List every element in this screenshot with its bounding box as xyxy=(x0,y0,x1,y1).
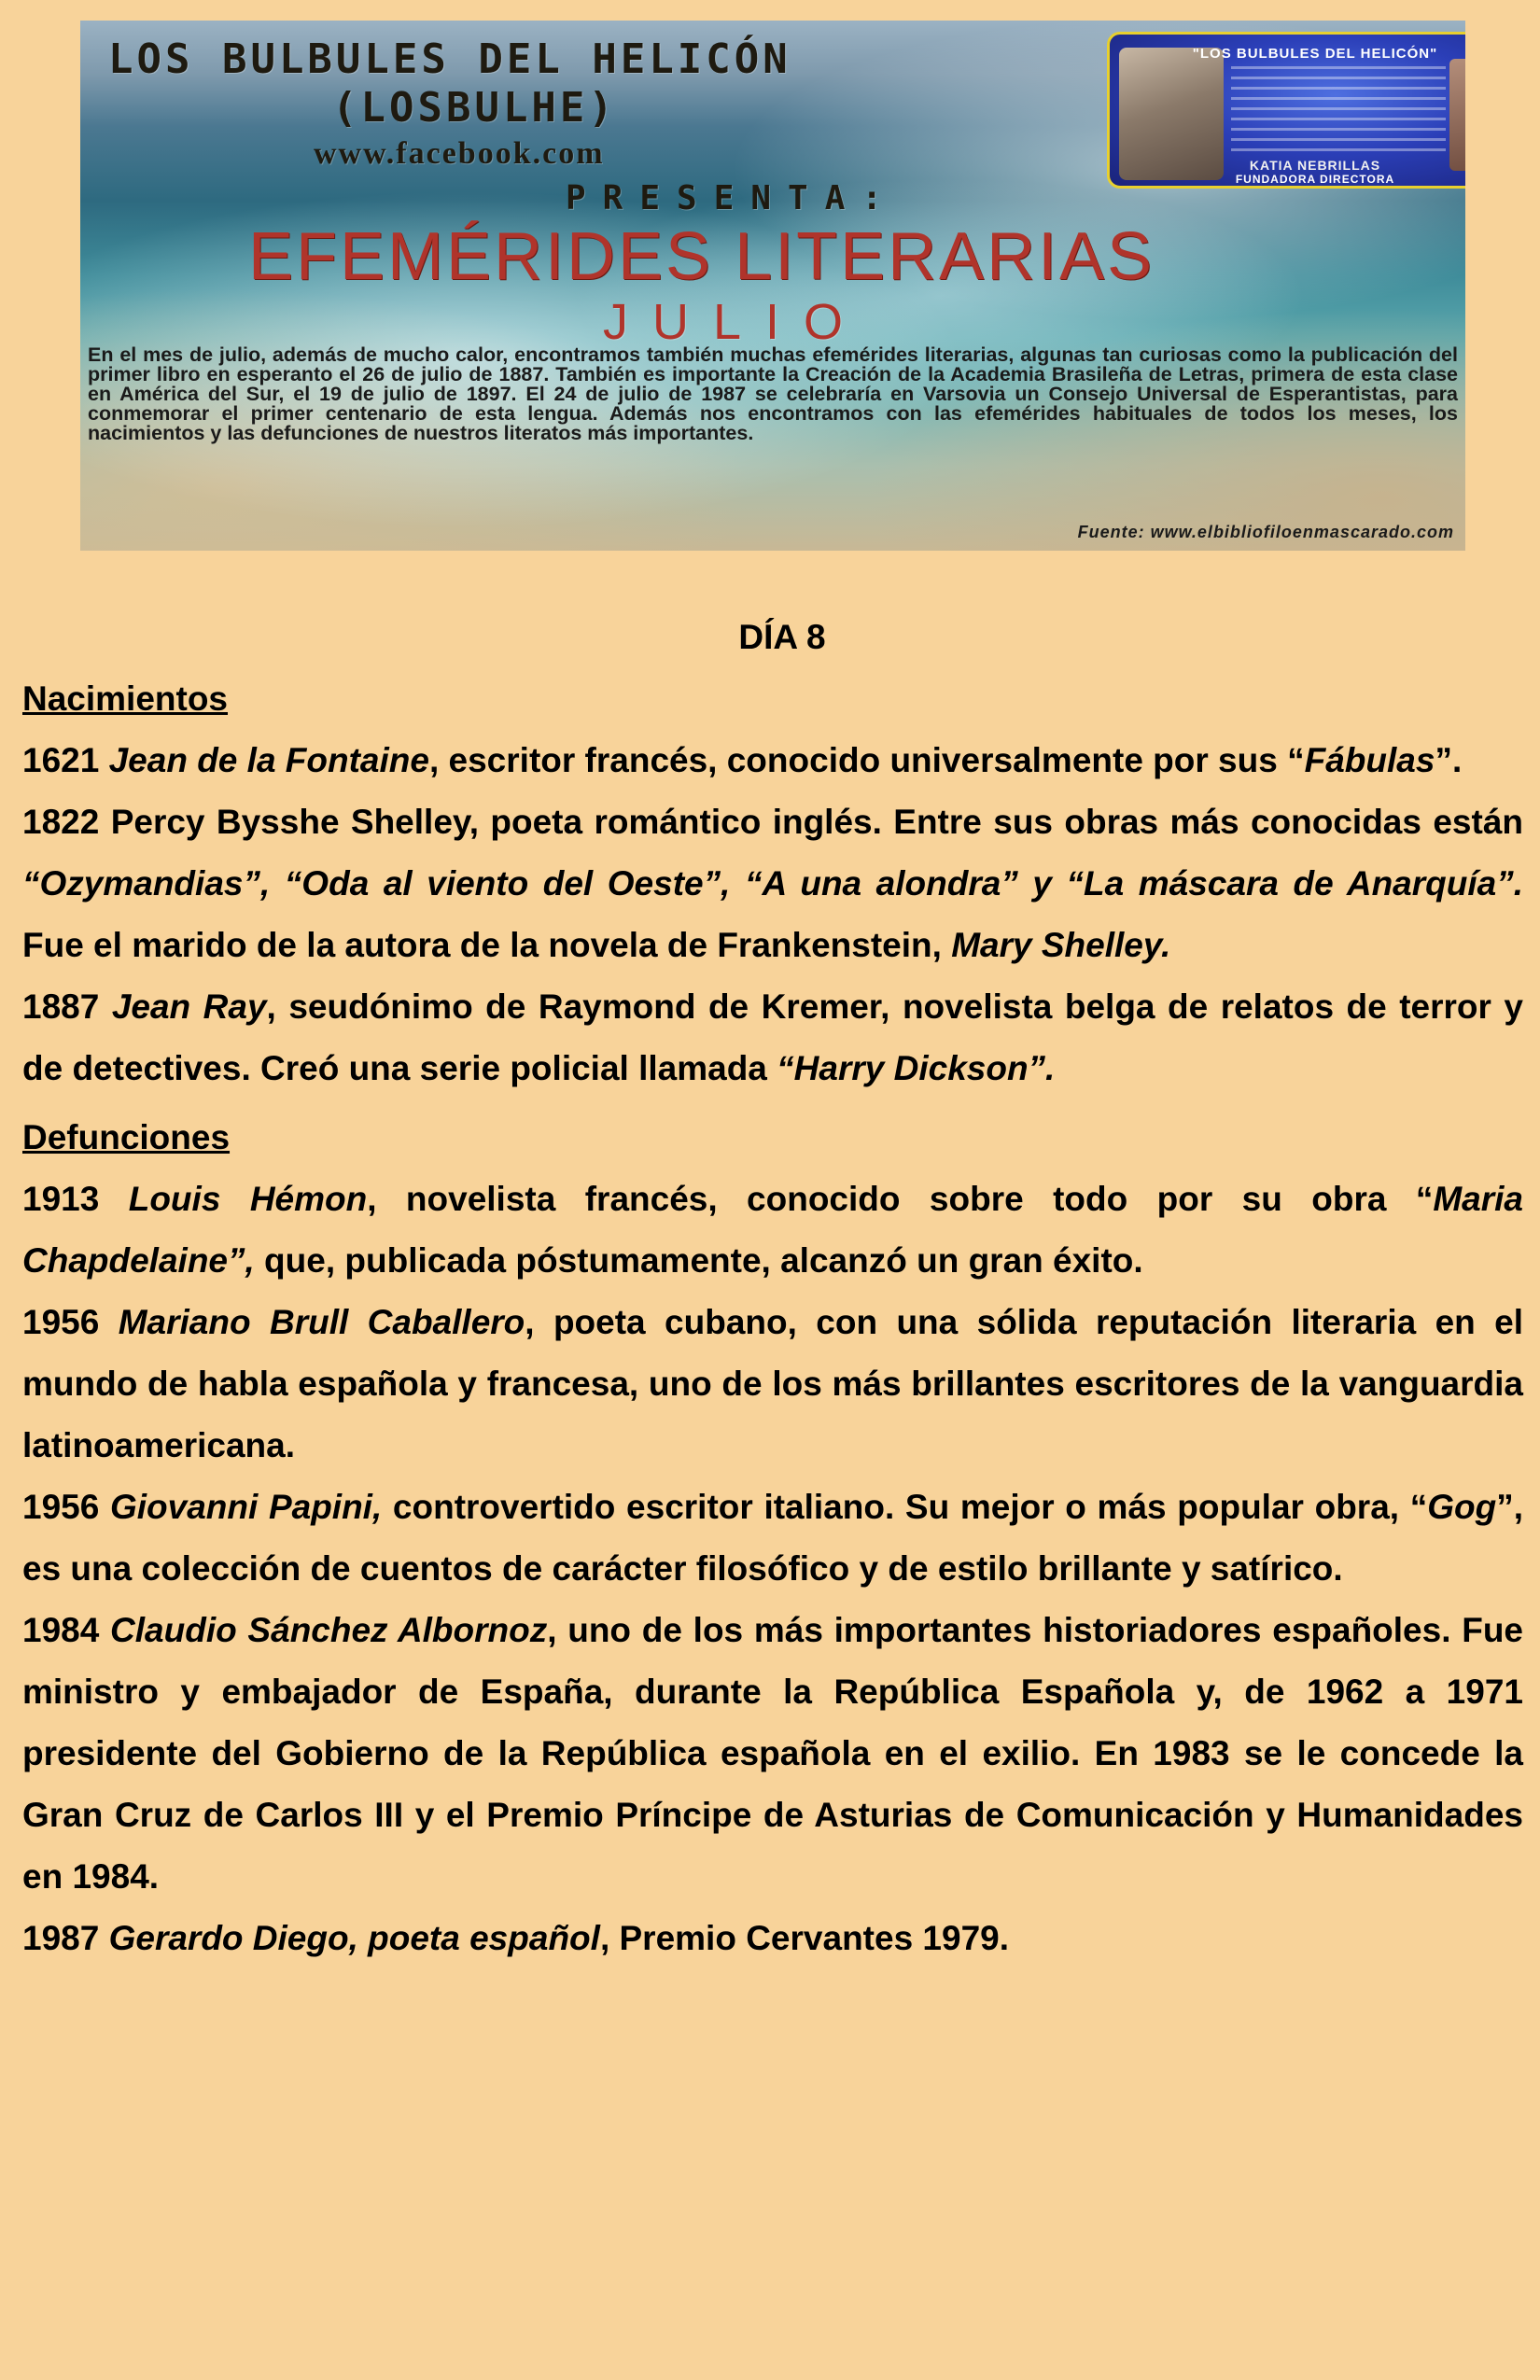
entry-year: 1913 xyxy=(22,1180,100,1218)
entry-text: ”. xyxy=(1435,741,1463,779)
birth-entry xyxy=(22,730,1523,791)
entry-year: 1887 xyxy=(22,987,100,1026)
death-entry xyxy=(22,1292,1523,1477)
death-entry xyxy=(22,1169,1523,1292)
entry-text: ”, es una colección de cuentos de carácter filosófico y de estilo brillante y satírico. xyxy=(22,1488,1523,1588)
death-entry xyxy=(22,1908,1523,1969)
banner-intro: En el mes de julio, además de mucho calor, encontramos también muchas efemérides literarias, algunas tan curiosas como la publicación del primer libro en esperanto el 26 de julio de 1887. También es importante la Creación de la Academia Brasileña de Letras, primera de esta clase en América del Sur, el 19 de julio de 1897. El 24 de julio de 1987 se celebraría en Varsovia un Consejo Universal de Esperantistas, para conmemorar el primer centenario de esta lengua. Además nos encontramos con las efemérides habituales de todos los meses, los nacimientos y las defunciones de nuestros literatos más importantes. xyxy=(88,343,1458,444)
document-body xyxy=(22,607,1523,1969)
death-entry xyxy=(22,1600,1523,1908)
day-heading: DÍA 8 xyxy=(738,618,826,656)
entry-year: 1987 xyxy=(22,1919,100,1957)
entry-text: , uno de los más importantes historiadores españoles. Fue ministro y embajador de España, durante la República Española y, de 1962 a 1971 presidente del Gobierno de la República española en el exilio. En 1983 se le concede la Gran Cruz de Carlos III y el Premio Príncipe de Asturias de Comunicación y Humanidades en 1984. xyxy=(22,1611,1524,1896)
entry-text: que, publicada póstumamente, alcanzó un gran éxito. xyxy=(254,1241,1143,1280)
entry-work: Fábulas xyxy=(1304,741,1435,779)
logo-role: FUNDADORA DIRECTORA xyxy=(1235,173,1395,186)
entry-author: Mariano Brull Caballero xyxy=(118,1303,525,1341)
entry-text: , escritor francés, conocido universalmente por sus “ xyxy=(428,741,1305,779)
banner-site: www.facebook.com xyxy=(314,136,605,171)
entry-author: Gerardo Diego, poeta español xyxy=(108,1919,600,1957)
deaths-heading: Defunciones xyxy=(22,1118,231,1156)
entry-text: , novelista francés, conocido sobre todo por su obra “ xyxy=(367,1180,1434,1218)
banner-month: JULIO xyxy=(603,294,868,350)
entry-work: “Harry Dickson”. xyxy=(777,1049,1056,1087)
entry-work: Maria Chapdelaine”, xyxy=(22,1180,1523,1280)
entry-author: Jean de la Fontaine xyxy=(108,741,429,779)
entry-text: , seudónimo de Raymond de Kremer, novelista belga de relatos de terror y de detectives. Creó una serie policial llamada xyxy=(22,987,1523,1087)
entry-author: Louis Hémon xyxy=(128,1180,368,1218)
birth-entry xyxy=(22,976,1523,1099)
banner-heading: EFEMÉRIDES LITERARIAS xyxy=(248,219,1155,294)
logo-title: "LOS BULBULES DEL HELICÓN" xyxy=(1192,46,1438,62)
entry-author: Mary Shelley. xyxy=(951,926,1171,964)
entry-year: 1956 xyxy=(22,1488,100,1526)
entry-year: 1984 xyxy=(22,1611,100,1649)
entry-author: Giovanni Papini, xyxy=(109,1488,383,1526)
entry-text: , Premio Cervantes 1979. xyxy=(599,1919,1010,1957)
banner-subtitle: (LOSBULHE) xyxy=(332,84,617,132)
entry-work: “Ozymandias”, “Oda al viento del Oeste”, “A una alondra” y “La máscara de Anarquía”. xyxy=(22,864,1523,903)
entry-text: Fue el marido de la autora de la novela de Frankenstein, xyxy=(22,926,952,964)
entry-year: 1956 xyxy=(22,1303,100,1341)
entry-year: 1621 xyxy=(22,741,100,779)
logo-name: KATIA NEBRILLAS xyxy=(1249,158,1381,173)
logo-badge xyxy=(1107,32,1465,189)
entry-text: 1822 Percy Bysshe Shelley, poeta romántico inglés. Entre sus obras más conocidas están xyxy=(22,803,1523,841)
entry-work: Gog xyxy=(1427,1488,1497,1526)
banner-title: LOS BULBULES DEL HELICÓN xyxy=(108,35,791,83)
births-heading: Nacimientos xyxy=(22,679,229,718)
banner-presenta: PRESENTA: xyxy=(566,179,900,217)
logo-small-text-lines xyxy=(1231,66,1446,152)
banner-image xyxy=(80,21,1465,551)
death-entry xyxy=(22,1477,1523,1600)
entry-text: controvertido escritor italiano. Su mejor o más popular obra, “ xyxy=(382,1488,1428,1526)
banner-source: Fuente: www.elbibliofiloenmascarado.com xyxy=(1077,523,1454,541)
entry-author: Claudio Sánchez Albornoz xyxy=(110,1611,548,1649)
birth-entry xyxy=(22,791,1523,976)
portrait-image xyxy=(1449,59,1465,171)
entry-text: , poeta cubano, con una sólida reputación literaria en el mundo de habla española y francesa, uno de los más brillantes escritores de la vanguardia latinoamericana. xyxy=(22,1303,1524,1464)
entry-author: Jean Ray xyxy=(111,987,267,1026)
